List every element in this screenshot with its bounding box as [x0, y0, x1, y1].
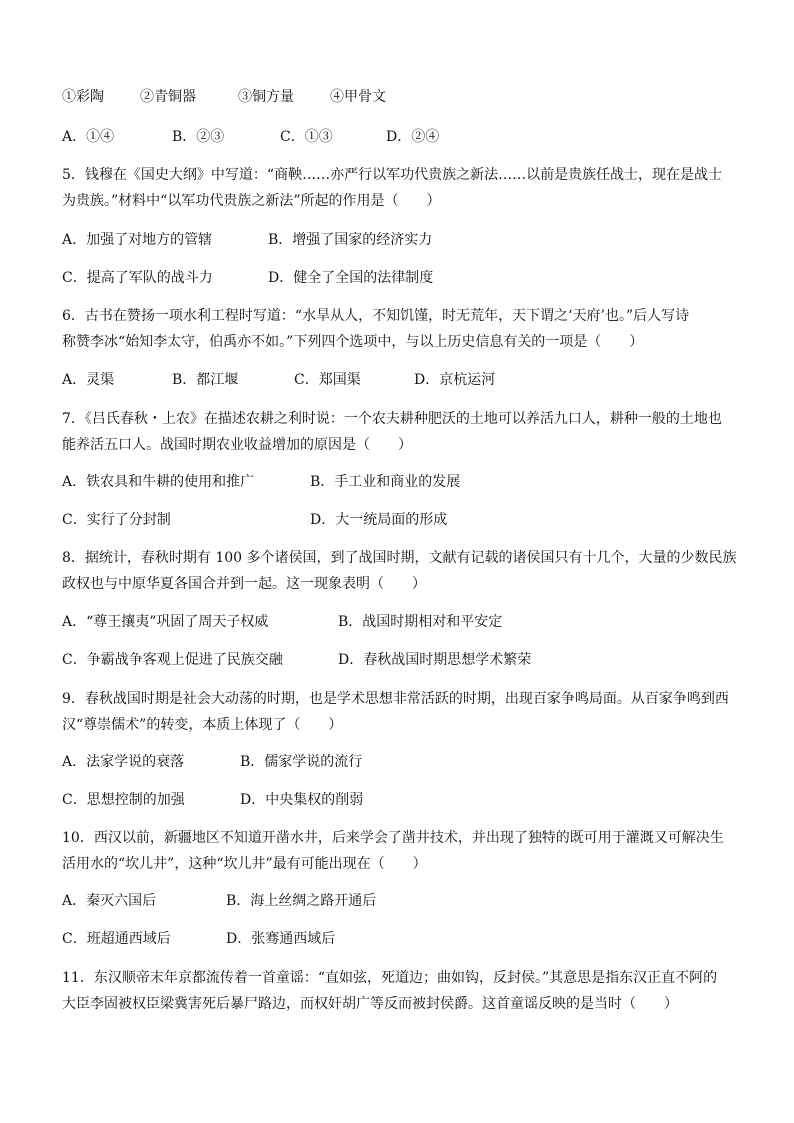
q7-options-row-2 [62, 510, 742, 530]
q4-option-b: B．②③ [172, 129, 225, 145]
q10-stem-line-2: 活用水的“坎儿井”，这种“坎儿井”最有可能出现在（ ） [62, 856, 427, 872]
q9-option-d: D．中央集权的削弱 [240, 792, 364, 808]
q5-options-row-2 [62, 268, 742, 288]
q8-option-b: B．战国时期相对和平安定 [338, 614, 503, 630]
q11-stem-line-1: 11．东汉顺帝末年京都流传着一首童谣：“直如弦，死道边；曲如钩，反封侯。”其意思是指东汉正直不阿的 [62, 970, 718, 986]
item-list [62, 87, 742, 107]
item-2: ②青铜器 [140, 89, 196, 105]
q6-options [62, 370, 742, 390]
q7-option-d: D．大一统局面的形成 [310, 512, 448, 528]
question-9 [62, 689, 742, 735]
q10-options-row-1 [62, 891, 742, 911]
q5-option-c: C．提高了军队的战斗力 [62, 270, 213, 286]
q7-stem-line-2: 能养活五口人。战国时期农业收益增加的原因是（ ） [62, 437, 412, 453]
q9-option-c: C．思想控制的加强 [62, 792, 185, 808]
question-5 [62, 165, 742, 211]
q9-options-row-1 [62, 752, 742, 772]
q5-stem-line-2: 为贵族。”材料中“以军功代贵族之新法”所起的作用是（ ） [62, 193, 441, 209]
q6-option-a: A．灵渠 [62, 372, 115, 388]
q6-option-b: B．都江堰 [172, 372, 239, 388]
q6-option-c: C．郑国渠 [294, 372, 361, 388]
q9-option-a: A．法家学说的衰落 [62, 754, 185, 770]
question-8 [62, 548, 742, 594]
item-3: ③铜方量 [238, 89, 294, 105]
q6-option-d: D．京杭运河 [414, 372, 496, 388]
q6-stem-line-1: 6．古书在赞扬一项水利工程时写道：“水旱从人，不知饥馑，时无荒年，天下谓之‘天府’也。”后人写诗 [62, 308, 690, 324]
q4-option-d: D．②④ [386, 129, 440, 145]
question-11 [62, 968, 742, 1014]
q8-options-row-1 [62, 612, 742, 632]
q7-option-a: A．铁农具和牛耕的使用和推广 [62, 474, 255, 490]
q10-option-c: C．班超通西域后 [62, 931, 171, 947]
q7-options-row-1 [62, 472, 742, 492]
q4-options [62, 127, 742, 147]
q8-option-d: D．春秋战国时期思想学术繁荣 [338, 652, 532, 668]
question-6 [62, 306, 742, 352]
q10-options-row-2 [62, 929, 742, 949]
q8-option-a: A．“尊王攘夷”巩固了周天子权威 [62, 614, 269, 630]
q4-option-c: C．①③ [280, 129, 333, 145]
q8-stem-line-1: 8．据统计，春秋时期有 100 多个诸侯国，到了战国时期，文献有记载的诸侯国只有十几个，大量的少数民族 [62, 550, 737, 566]
q4-option-a: A．①④ [62, 129, 115, 145]
q6-stem-line-2: 称赞李冰“始知李太守，伯禹亦不如。”下列四个选项中，与以上历史信息有关的一项是（ ） [62, 334, 644, 350]
q9-options-row-2 [62, 790, 742, 810]
q7-option-b: B．手工业和商业的发展 [310, 474, 461, 490]
q5-option-a: A．加强了对地方的管辖 [62, 232, 213, 248]
q10-stem-line-1: 10．西汉以前，新疆地区不知道开凿水井，后来学会了凿井技术，并出现了独特的既可用于灌溉又可解决生 [62, 830, 724, 846]
item-1: ①彩陶 [62, 89, 104, 105]
q8-options-row-2 [62, 650, 742, 670]
q9-option-b: B．儒家学说的流行 [240, 754, 363, 770]
q7-stem-line-1: 7．《吕氏春秋・上农》在描述农耕之利时说：一个农夫耕种肥沃的土地可以养活九口人，耕种一般的土地也 [62, 411, 722, 427]
item-4: ④甲骨文 [330, 89, 386, 105]
q11-stem-line-2: 大臣李固被权臣梁冀害死后暴尸路边，而权奸胡广等反而被封侯爵。这首童谣反映的是当时（ ） [62, 996, 678, 1012]
q10-option-d: D．张骞通西域后 [226, 931, 336, 947]
q5-option-d: D．健全了全国的法律制度 [268, 270, 434, 286]
q9-stem-line-2: 汉“尊崇儒术”的转变，本质上体现了（ ） [62, 717, 343, 733]
q9-stem-line-1: 9．春秋战国时期是社会大动荡的时期，也是学术思想非常活跃的时期，出现百家争鸣局面。从百家争鸣到西 [62, 691, 729, 707]
question-10 [62, 828, 742, 874]
q8-stem-line-2: 政权也与中原华夏各国合并到一起。这一现象表明（ ） [62, 576, 426, 592]
q10-option-a: A．秦灭六国后 [62, 893, 157, 909]
q8-option-c: C．争霸战争客观上促进了民族交融 [62, 652, 283, 668]
q7-option-c: C．实行了分封制 [62, 512, 171, 528]
q5-options-row-1 [62, 230, 742, 250]
q5-option-b: B．增强了国家的经济实力 [268, 232, 433, 248]
q5-stem-line-1: 5．钱穆在《国史大纲》中写道：“商鞅……亦严行以军功代贵族之新法……以前是贵族任战士，现在是战士 [62, 167, 723, 183]
question-7 [62, 409, 742, 455]
q10-option-b: B．海上丝绸之路开通后 [226, 893, 377, 909]
